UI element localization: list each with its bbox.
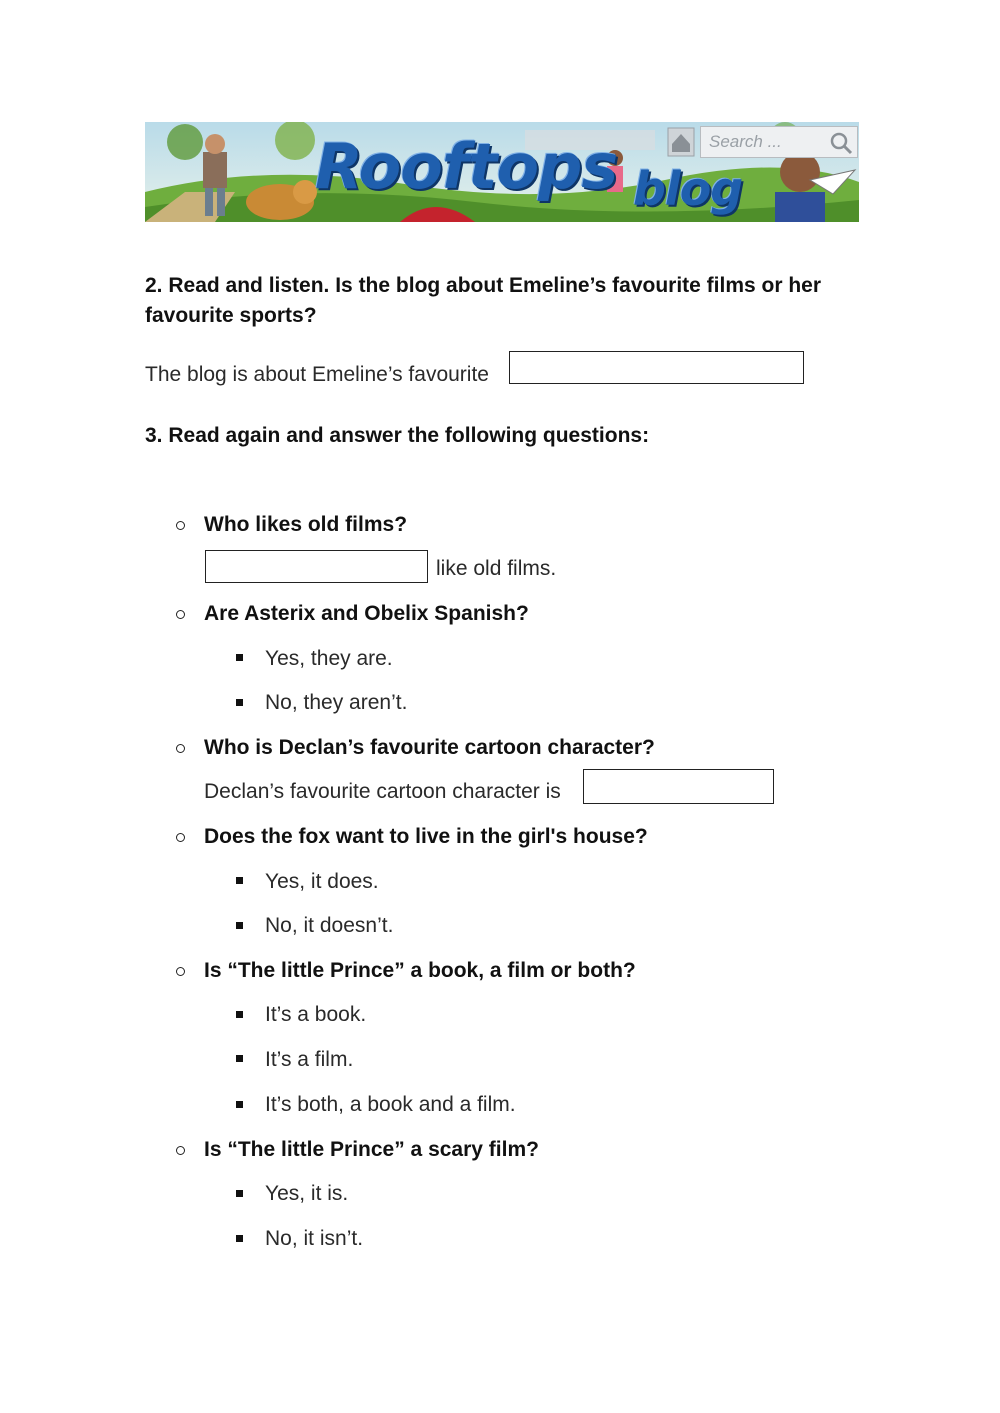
question-4-option-1[interactable]: Yes, it does. bbox=[265, 870, 379, 893]
option-bullet bbox=[236, 699, 243, 706]
question-4: Does the fox want to live in the girl's house? bbox=[204, 825, 648, 848]
question-5-option-3[interactable]: It’s both, a book and a film. bbox=[265, 1093, 516, 1116]
option-bullet bbox=[236, 1101, 243, 1108]
option-bullet bbox=[236, 1235, 243, 1242]
q2-heading-line2: favourite sports? bbox=[145, 304, 317, 327]
question-bullet bbox=[176, 967, 185, 976]
question-bullet bbox=[176, 521, 185, 530]
q2-answer-prefix: The blog is about Emeline’s favourite bbox=[145, 363, 489, 386]
search-icon[interactable] bbox=[829, 131, 853, 155]
rooftops-blog-banner bbox=[145, 122, 859, 222]
question-3-answer-field[interactable] bbox=[583, 769, 774, 804]
question-2: Are Asterix and Obelix Spanish? bbox=[204, 602, 529, 625]
question-bullet bbox=[176, 1146, 185, 1155]
question-bullet bbox=[176, 833, 185, 842]
question-5-option-1[interactable]: It’s a book. bbox=[265, 1003, 367, 1026]
question-bullet bbox=[176, 744, 185, 753]
q2-answer-field[interactable] bbox=[509, 351, 804, 384]
question-2-option-1[interactable]: Yes, they are. bbox=[265, 647, 393, 670]
option-bullet bbox=[236, 877, 243, 884]
q2-heading-line1: 2. Read and listen. Is the blog about Emeline’s favourite films or her bbox=[145, 274, 822, 297]
question-6: Is “The little Prince” a scary film? bbox=[204, 1138, 539, 1161]
question-6-option-2[interactable]: No, it isn’t. bbox=[265, 1227, 364, 1250]
question-bullet bbox=[176, 610, 185, 619]
option-bullet bbox=[236, 922, 243, 929]
question-4-option-2[interactable]: No, it doesn’t. bbox=[265, 914, 394, 937]
q3-heading: 3. Read again and answer the following questions: bbox=[145, 424, 650, 447]
option-bullet bbox=[236, 654, 243, 661]
question-1-answer-suffix: like old films. bbox=[436, 557, 557, 580]
question-3-answer-prefix: Declan’s favourite cartoon character is bbox=[204, 780, 561, 803]
question-2-option-2[interactable]: No, they aren’t. bbox=[265, 691, 408, 714]
question-1: Who likes old films? bbox=[204, 513, 408, 536]
banner-title: Rooftops bbox=[315, 130, 618, 203]
search-input[interactable] bbox=[700, 126, 858, 158]
question-3: Who is Declan’s favourite cartoon character? bbox=[204, 736, 655, 759]
question-6-option-1[interactable]: Yes, it is. bbox=[265, 1182, 349, 1205]
question-5: Is “The little Prince” a book, a film or both? bbox=[204, 959, 636, 982]
question-5-option-2[interactable]: It’s a film. bbox=[265, 1048, 354, 1071]
option-bullet bbox=[236, 1055, 243, 1062]
option-bullet bbox=[236, 1011, 243, 1018]
option-bullet bbox=[236, 1190, 243, 1197]
question-1-answer-field[interactable] bbox=[205, 550, 428, 583]
search-placeholder: Search ... bbox=[709, 132, 782, 151]
banner-subtitle: blog bbox=[633, 162, 743, 216]
